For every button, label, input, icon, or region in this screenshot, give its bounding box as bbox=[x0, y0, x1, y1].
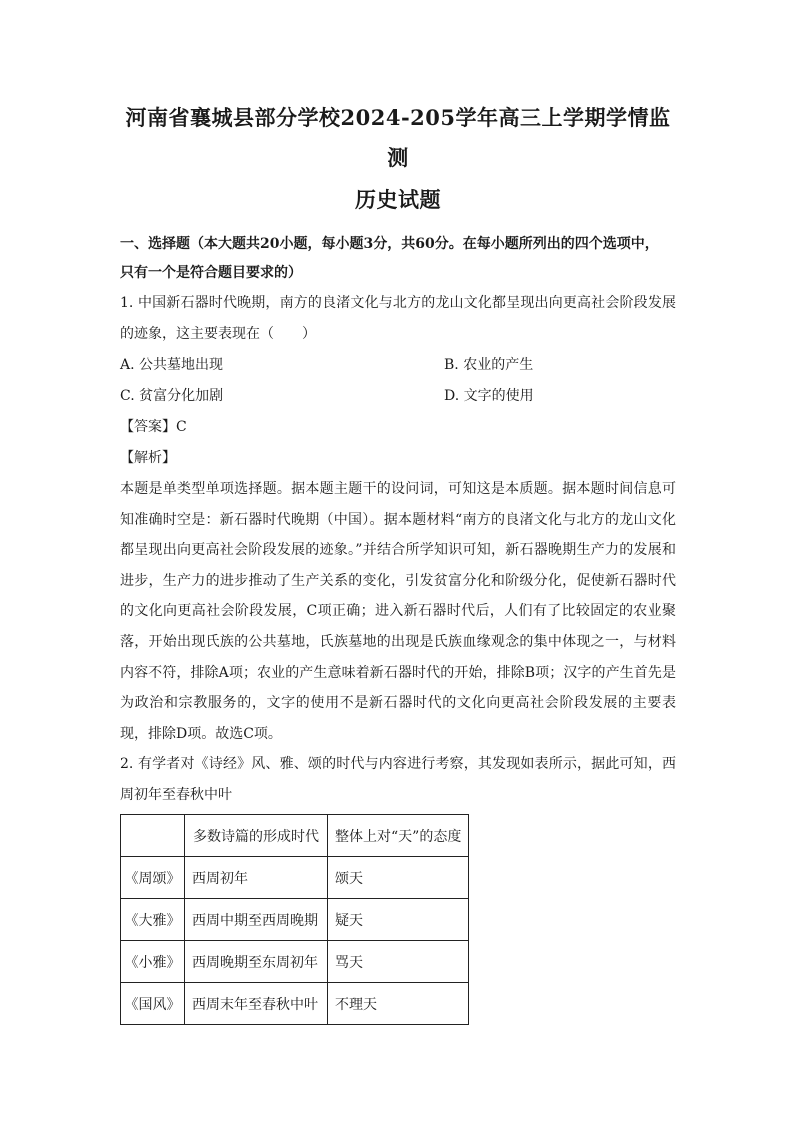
document-title: 河南省襄城县部分学校2024-205学年高三上学期学情监测 bbox=[125, 105, 671, 170]
table-cell: 《大雅》 bbox=[121, 899, 185, 941]
section-heading: 一、选择题（本大题共20小题，每小题3分，共60分。在每小题所列出的四个选项中， bbox=[120, 236, 659, 252]
analysis-label: 【解析】 bbox=[120, 450, 176, 466]
table-cell: 西周晚期至东周初年 bbox=[185, 941, 328, 983]
analysis-text: 本题是单类型单项选择题。据本题主题干的设问词，可知这是本质题。据本题时间信息可知准确时空是：新石器时代晚期（中国）。据本题材料“南方的良渚文化与北方的龙山文化都呈现出向更高社会阶段发展的迹象。”并结合所学知识可知，新石器晚期生产力的发展和进步，生产力的进步推动了生产关系的变化，引发贫富分化和阶级分化，促使新石器时代的文化向更高社会阶段发展，C项正确；进入新石器时代后，人们有了比较固定的农业聚落，开始出现氏族的公共墓地，氏族墓地的出现是氏族血缘观念的集中体现之一，与材料内容不符，排除A项；农业的产生意味着新石器时代的开始，排除B项；汉字的产生首先是为政治和宗教服务的，文字的使用不是新石器时代的文化向更高社会阶段发展的主要表现，排除D项。故选C项。 bbox=[120, 481, 676, 742]
table-header-cell bbox=[121, 815, 185, 857]
option-b: B. 农业的产生 bbox=[444, 357, 534, 373]
poetry-table bbox=[120, 814, 469, 1025]
document-subtitle: 历史试题 bbox=[355, 187, 441, 212]
table-cell: 不理天 bbox=[328, 983, 469, 1025]
table-row bbox=[121, 983, 469, 1025]
table-cell: 颂天 bbox=[328, 857, 469, 899]
exam-page bbox=[120, 98, 676, 1025]
table-cell: 西周末年至春秋中叶 bbox=[185, 983, 328, 1025]
table-cell: 《小雅》 bbox=[121, 941, 185, 983]
table-cell: 西周初年 bbox=[185, 857, 328, 899]
option-d: D. 文字的使用 bbox=[444, 388, 534, 404]
table-header-cell: 整体上对“天”的态度 bbox=[328, 815, 469, 857]
option-a: A. 公共墓地出现 bbox=[120, 357, 224, 373]
table-cell: 骂天 bbox=[328, 941, 469, 983]
answer-label: 【答案】C bbox=[120, 419, 187, 435]
question-2-stem: 2. 有学者对《诗经》风、雅、颂的时代与内容进行考察，其发现如表所示，据此可知，西周初年至春秋中叶 bbox=[120, 756, 676, 804]
table-header-cell: 多数诗篇的形成时代 bbox=[185, 815, 328, 857]
table-cell: 疑天 bbox=[328, 899, 469, 941]
table-header-row bbox=[121, 815, 469, 857]
table-row bbox=[121, 857, 469, 899]
table-cell: 《国风》 bbox=[121, 983, 185, 1025]
table-row bbox=[121, 899, 469, 941]
option-c: C. 贫富分化加剧 bbox=[120, 388, 224, 404]
table-row bbox=[121, 941, 469, 983]
section-heading-continued: 只有一个是符合题目要求的） bbox=[120, 265, 302, 281]
table-cell: 《周颂》 bbox=[121, 857, 185, 899]
question-1-stem: 1. 中国新石器时代晚期，南方的良渚文化与北方的龙山文化都呈现出向更高社会阶段发展的迹象，这主要表现在（ ） bbox=[120, 295, 676, 342]
question-1-options bbox=[120, 350, 676, 412]
table-cell: 西周中期至西周晚期 bbox=[185, 899, 328, 941]
